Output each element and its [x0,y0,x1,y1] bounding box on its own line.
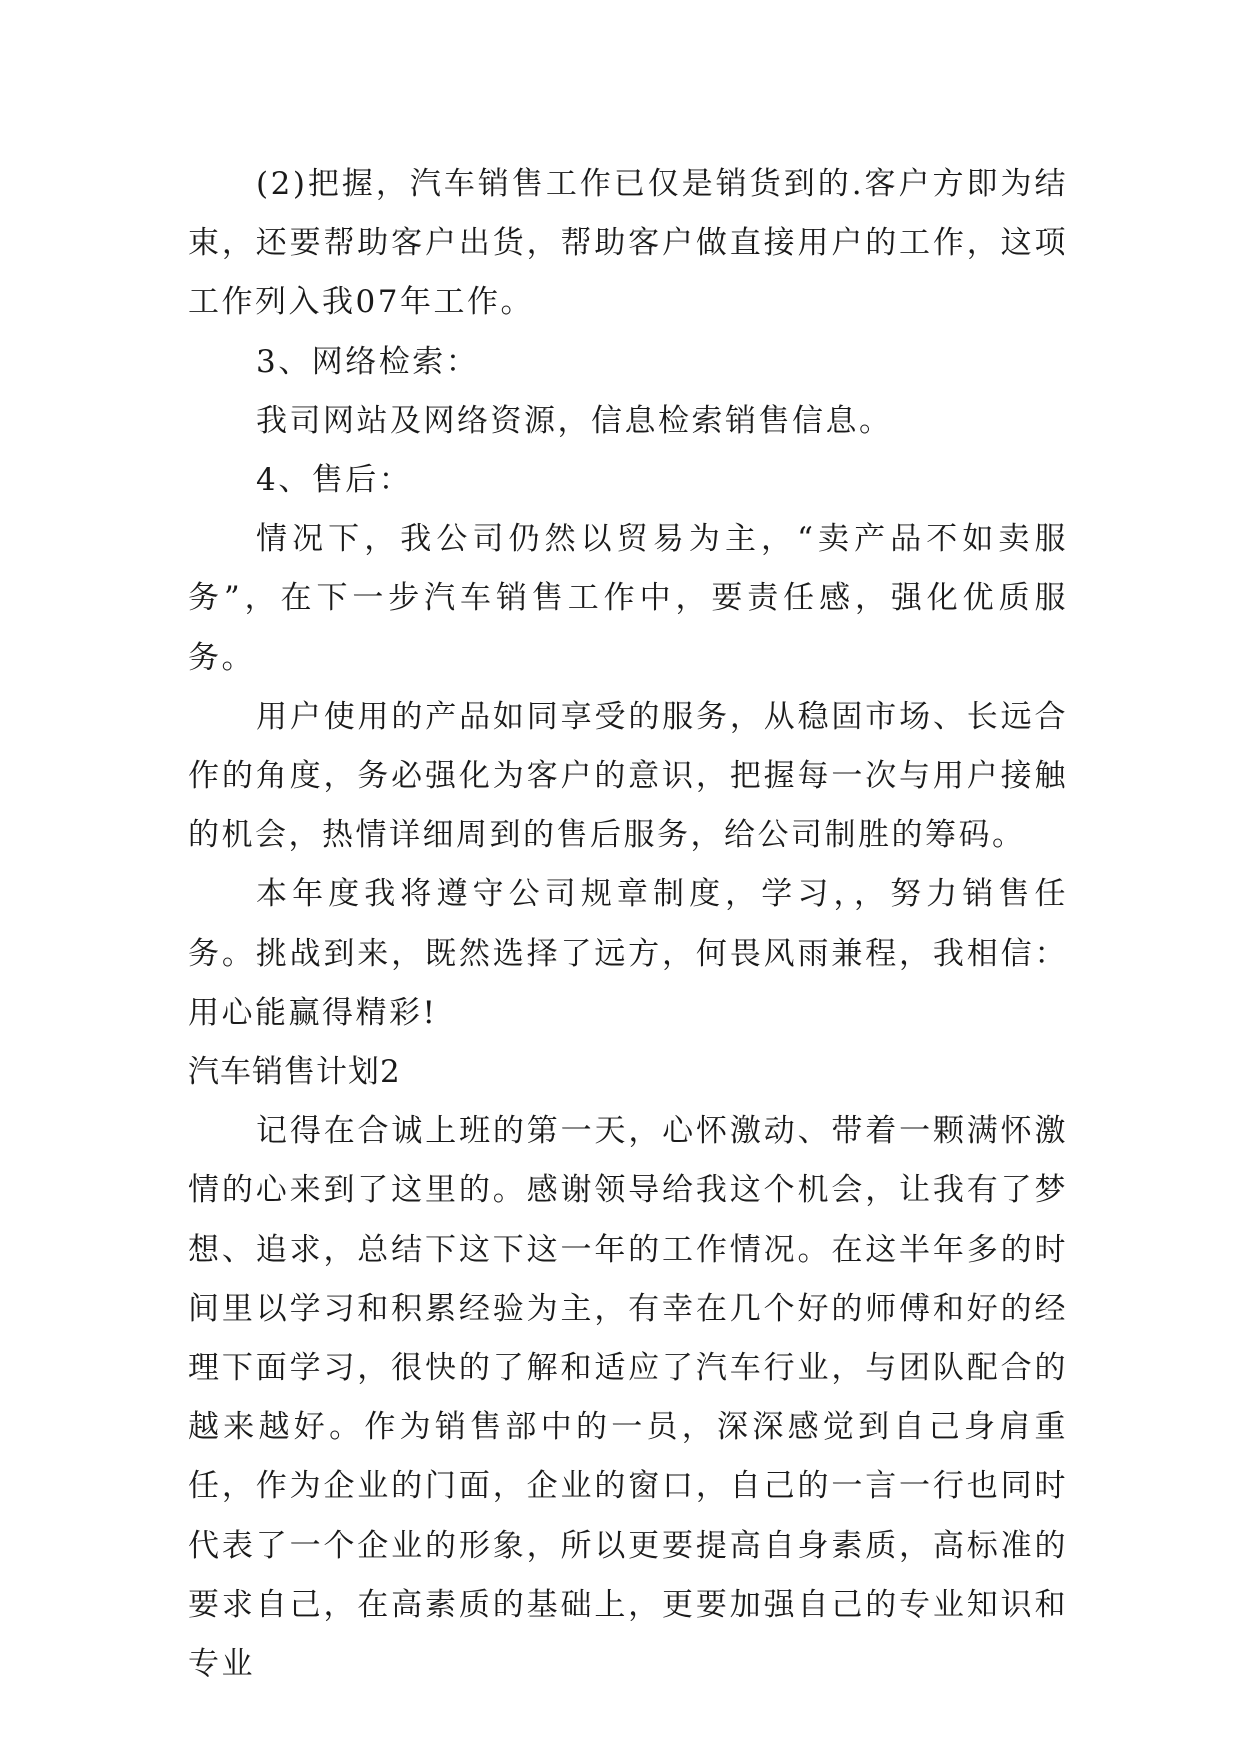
paragraph-packaging-followup: (2)把握，汽车销售工作已仅是销货到的.客户方即为结束，还要帮助客户出货，帮助客户做直接用户的工作，这项工作列入我07年工作。 [188,166,1068,321]
paragraph-customer-service: 用户使用的产品如同享受的服务，从稳固市场、长远合作的角度，务必强化为客户的意识，把握每一次与用户接触的机会，热情详细周到的售后服务，给公司制胜的筹码。 [188,698,1068,854]
paragraph-after-sales-service: 情况下，我公司仍然以贸易为主，“卖产品不如卖服务”，在下一步汽车销售工作中，要责任感，强化优质服务。 [188,521,1068,676]
paragraph-first-day-reflection: 记得在合诚上班的第一天，心怀激动、带着一颗满怀激情的心来到了这里的。感谢领导给我这个机会，让我有了梦想、追求，总结下这下这一年的工作情况。在这半年多的时间里以学习和积累经验为主，有幸在几个好的师傅和好的经理下面学习，很快的了解和适应了汽车行业，与团队配合的越来越好。作为销售部中的一员，深深感觉到自己身肩重任，作为企业的门面，企业的窗口，自己的一言一行也同时代表了一个企业的形象，所以更要提高自身素质，高标准的要求自己，在高素质的基础上，更要加强自己的专业知识和专业 [188,1113,1068,1683]
section-heading-plan-2: 汽车销售计划2 [188,1054,401,1091]
paragraph-annual-commitment: 本年度我将遵守公司规章制度，学习，，努力销售任务。挑战到来，既然选择了远方，何畏风雨兼程，我相信：用心能赢得精彩! [188,876,1068,1031]
document-body [188,155,1068,1694]
paragraph-network-search: 我司网站及网络资源，信息检索销售信息。 [256,402,893,439]
paragraph-network-search-title: 3、网络检索： [256,343,480,380]
paragraph-after-sales-title: 4、售后： [256,462,413,499]
